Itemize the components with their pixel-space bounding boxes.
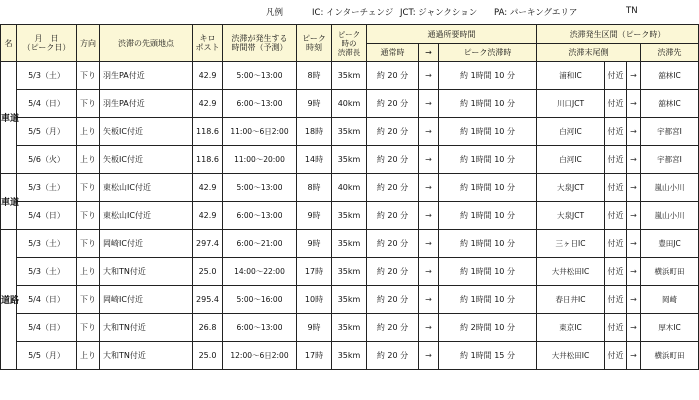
row-normal: 約 20 分 — [367, 342, 419, 370]
row-kp: 118.6 — [193, 118, 223, 146]
table-row — [1, 258, 699, 286]
row-kp: 118.6 — [193, 146, 223, 174]
row-section-arrow: → — [627, 230, 641, 258]
table-row — [1, 342, 699, 370]
th-peak: ピーク 時刻 — [297, 25, 332, 62]
row-len: 35km — [332, 230, 367, 258]
legend-pa: PA: パーキングエリア — [494, 8, 578, 18]
row-peak-transit: 約 1時間 10 分 — [439, 202, 537, 230]
row-len: 35km — [332, 118, 367, 146]
row-period: 6:00〜13:00 — [223, 202, 297, 230]
row-transit-arrow: → — [419, 202, 439, 230]
row-date: 5/3（土） — [17, 62, 77, 90]
row-date: 5/4（日） — [17, 202, 77, 230]
row-peak: 9時 — [297, 202, 332, 230]
row-peak-transit: 約 1時間 15 分 — [439, 342, 537, 370]
row-dir: 下り — [77, 314, 100, 342]
row-near: 付近 — [605, 90, 627, 118]
th-front: 渋滞先 — [641, 44, 699, 62]
row-date: 5/6（火） — [17, 146, 77, 174]
row-head: 東松山IC付近 — [100, 174, 193, 202]
row-kp: 42.9 — [193, 174, 223, 202]
row-period: 5:00〜13:00 — [223, 62, 297, 90]
th-name: 名 — [1, 25, 17, 62]
row-peak: 10時 — [297, 286, 332, 314]
row-kp: 25.0 — [193, 258, 223, 286]
row-near: 付近 — [605, 230, 627, 258]
row-len: 40km — [332, 174, 367, 202]
row-head: 大和TN付近 — [100, 258, 193, 286]
table-row — [1, 286, 699, 314]
row-peak-transit: 約 1時間 10 分 — [439, 62, 537, 90]
row-normal: 約 20 分 — [367, 118, 419, 146]
row-dir: 下り — [77, 174, 100, 202]
row-date: 5/3（土） — [17, 174, 77, 202]
row-normal: 約 20 分 — [367, 258, 419, 286]
congestion-table-wrap — [0, 24, 685, 400]
row-peak: 8時 — [297, 174, 332, 202]
row-period: 11:00〜6日2:00 — [223, 118, 297, 146]
row-transit-arrow: → — [419, 286, 439, 314]
row-transit-arrow: → — [419, 118, 439, 146]
row-transit-arrow: → — [419, 342, 439, 370]
row-from: 白河IC — [537, 146, 605, 174]
row-peak-transit: 約 1時間 10 分 — [439, 286, 537, 314]
row-section-arrow: → — [627, 202, 641, 230]
row-peak-transit: 約 1時間 10 分 — [439, 118, 537, 146]
road-name: 車道 — [1, 62, 17, 174]
row-from: 三ヶ日IC — [537, 230, 605, 258]
row-from: 大井松田IC — [537, 342, 605, 370]
row-near: 付近 — [605, 118, 627, 146]
legend-ic: IC: インターチェンジ — [312, 8, 394, 18]
row-normal: 約 20 分 — [367, 90, 419, 118]
row-dir: 上り — [77, 342, 100, 370]
row-section-arrow: → — [627, 62, 641, 90]
row-normal: 約 20 分 — [367, 146, 419, 174]
row-kp: 26.8 — [193, 314, 223, 342]
row-peak: 17時 — [297, 342, 332, 370]
row-period: 5:00〜16:00 — [223, 286, 297, 314]
table-row — [1, 314, 699, 342]
row-peak-transit: 約 2時間 10 分 — [439, 314, 537, 342]
row-kp: 42.9 — [193, 202, 223, 230]
row-head: 羽生PA付近 — [100, 62, 193, 90]
row-section-arrow: → — [627, 118, 641, 146]
row-len: 35km — [332, 146, 367, 174]
row-section-arrow: → — [627, 314, 641, 342]
th-len: ピーク 時の 渋滞長 — [332, 25, 367, 62]
row-peak-transit: 約 1時間 10 分 — [439, 258, 537, 286]
row-date: 5/3（土） — [17, 230, 77, 258]
row-transit-arrow: → — [419, 258, 439, 286]
row-kp: 297.4 — [193, 230, 223, 258]
table-row — [1, 230, 699, 258]
row-dir: 下り — [77, 202, 100, 230]
row-from: 浦和IC — [537, 62, 605, 90]
row-near: 付近 — [605, 342, 627, 370]
row-head: 矢板IC付近 — [100, 146, 193, 174]
row-peak: 18時 — [297, 118, 332, 146]
row-peak: 9時 — [297, 90, 332, 118]
row-near: 付近 — [605, 174, 627, 202]
row-from: 大泉JCT — [537, 174, 605, 202]
row-peak-transit: 約 1時間 10 分 — [439, 174, 537, 202]
row-to: 横浜町田 — [641, 342, 699, 370]
row-to: 嵐山小川 — [641, 202, 699, 230]
row-peak: 9時 — [297, 230, 332, 258]
row-to: 舘林IC — [641, 62, 699, 90]
row-period: 14:00〜22:00 — [223, 258, 297, 286]
row-to: 舘林IC — [641, 90, 699, 118]
row-normal: 約 20 分 — [367, 286, 419, 314]
row-kp: 42.9 — [193, 62, 223, 90]
road-name: 車道 — [1, 174, 17, 230]
row-dir: 下り — [77, 230, 100, 258]
row-head: 大和TN付近 — [100, 314, 193, 342]
row-peak: 17時 — [297, 258, 332, 286]
legend-tn: TN — [626, 6, 638, 16]
row-len: 35km — [332, 286, 367, 314]
row-head: 羽生PA付近 — [100, 90, 193, 118]
row-section-arrow: → — [627, 286, 641, 314]
row-len: 35km — [332, 314, 367, 342]
row-to: 厚木IC — [641, 314, 699, 342]
row-from: 川口JCT — [537, 90, 605, 118]
row-kp: 42.9 — [193, 90, 223, 118]
legend — [0, 0, 640, 24]
row-section-arrow: → — [627, 342, 641, 370]
row-from: 大泉JCT — [537, 202, 605, 230]
row-transit-arrow: → — [419, 146, 439, 174]
table-row — [1, 202, 699, 230]
row-period: 5:00〜13:00 — [223, 174, 297, 202]
row-near: 付近 — [605, 258, 627, 286]
row-date: 5/4（日） — [17, 90, 77, 118]
row-normal: 約 20 分 — [367, 174, 419, 202]
row-len: 35km — [332, 342, 367, 370]
legend-jct: JCT: ジャンクション — [400, 8, 478, 18]
row-date: 5/3（土） — [17, 258, 77, 286]
congestion-table — [0, 24, 699, 370]
row-section-arrow: → — [627, 258, 641, 286]
row-near: 付近 — [605, 286, 627, 314]
row-peak-transit: 約 1時間 10 分 — [439, 230, 537, 258]
th-transit: 通過所要時間 — [367, 25, 537, 44]
row-transit-arrow: → — [419, 174, 439, 202]
th-kp: キロ ポスト — [193, 25, 223, 62]
row-dir: 上り — [77, 118, 100, 146]
th-dir: 方向 — [77, 25, 100, 62]
row-head: 大和TN付近 — [100, 342, 193, 370]
row-normal: 約 20 分 — [367, 62, 419, 90]
row-peak: 14時 — [297, 146, 332, 174]
th-head: 渋滞の先頭地点 — [100, 25, 193, 62]
row-peak: 8時 — [297, 62, 332, 90]
row-section-arrow: → — [627, 90, 641, 118]
row-from: 春日井IC — [537, 286, 605, 314]
row-from: 白河IC — [537, 118, 605, 146]
legend-title: 凡例 — [266, 8, 284, 18]
row-near: 付近 — [605, 202, 627, 230]
row-period: 6:00〜21:00 — [223, 230, 297, 258]
th-arrow: → — [419, 44, 439, 62]
row-date: 5/4（日） — [17, 314, 77, 342]
row-date: 5/5（月） — [17, 118, 77, 146]
row-dir: 下り — [77, 62, 100, 90]
row-period: 6:00〜13:00 — [223, 314, 297, 342]
th-date: 月 日 （ピーク日） — [17, 25, 77, 62]
row-section-arrow: → — [627, 146, 641, 174]
row-to: 岡崎 — [641, 286, 699, 314]
row-len: 35km — [332, 258, 367, 286]
row-len: 40km — [332, 90, 367, 118]
row-to: 宇都宮I — [641, 118, 699, 146]
row-to: 宇都宮I — [641, 146, 699, 174]
row-head: 岡崎IC付近 — [100, 230, 193, 258]
row-dir: 下り — [77, 90, 100, 118]
row-transit-arrow: → — [419, 314, 439, 342]
row-near: 付近 — [605, 314, 627, 342]
table-row — [1, 90, 699, 118]
row-head: 矢板IC付近 — [100, 118, 193, 146]
row-peak-transit: 約 1時間 10 分 — [439, 146, 537, 174]
row-dir: 上り — [77, 258, 100, 286]
row-from: 東京IC — [537, 314, 605, 342]
row-from: 大井松田IC — [537, 258, 605, 286]
row-period: 12:00〜6日2:00 — [223, 342, 297, 370]
row-date: 5/5（月） — [17, 342, 77, 370]
row-date: 5/4（日） — [17, 286, 77, 314]
row-kp: 295.4 — [193, 286, 223, 314]
row-section-arrow: → — [627, 174, 641, 202]
row-normal: 約 20 分 — [367, 230, 419, 258]
row-head: 岡崎IC付近 — [100, 286, 193, 314]
row-kp: 25.0 — [193, 342, 223, 370]
row-period: 11:00〜20:00 — [223, 146, 297, 174]
row-to: 嵐山小川 — [641, 174, 699, 202]
row-transit-arrow: → — [419, 90, 439, 118]
row-len: 35km — [332, 62, 367, 90]
row-near: 付近 — [605, 146, 627, 174]
row-peak-transit: 約 1時間 10 分 — [439, 90, 537, 118]
th-normal: 通常時 — [367, 44, 419, 62]
row-to: 横浜町田 — [641, 258, 699, 286]
row-dir: 上り — [77, 146, 100, 174]
table-row — [1, 174, 699, 202]
table-row — [1, 62, 699, 90]
row-normal: 約 20 分 — [367, 314, 419, 342]
th-peak-transit: ピーク渋滞時 — [439, 44, 537, 62]
table-row — [1, 146, 699, 174]
table-row — [1, 118, 699, 146]
road-name: 道路 — [1, 230, 17, 370]
th-tail: 渋滞末尾側 — [537, 44, 641, 62]
th-section: 渋滞発生区間（ピーク時） — [537, 25, 699, 44]
row-normal: 約 20 分 — [367, 202, 419, 230]
row-dir: 下り — [77, 286, 100, 314]
row-peak: 9時 — [297, 314, 332, 342]
row-to: 豊田JC — [641, 230, 699, 258]
row-period: 6:00〜13:00 — [223, 90, 297, 118]
row-transit-arrow: → — [419, 230, 439, 258]
row-transit-arrow: → — [419, 62, 439, 90]
th-period: 渋滞が発生する 時間帯（予測） — [223, 25, 297, 62]
table-body — [1, 62, 699, 370]
row-head: 東松山IC付近 — [100, 202, 193, 230]
row-near: 付近 — [605, 62, 627, 90]
row-len: 35km — [332, 202, 367, 230]
